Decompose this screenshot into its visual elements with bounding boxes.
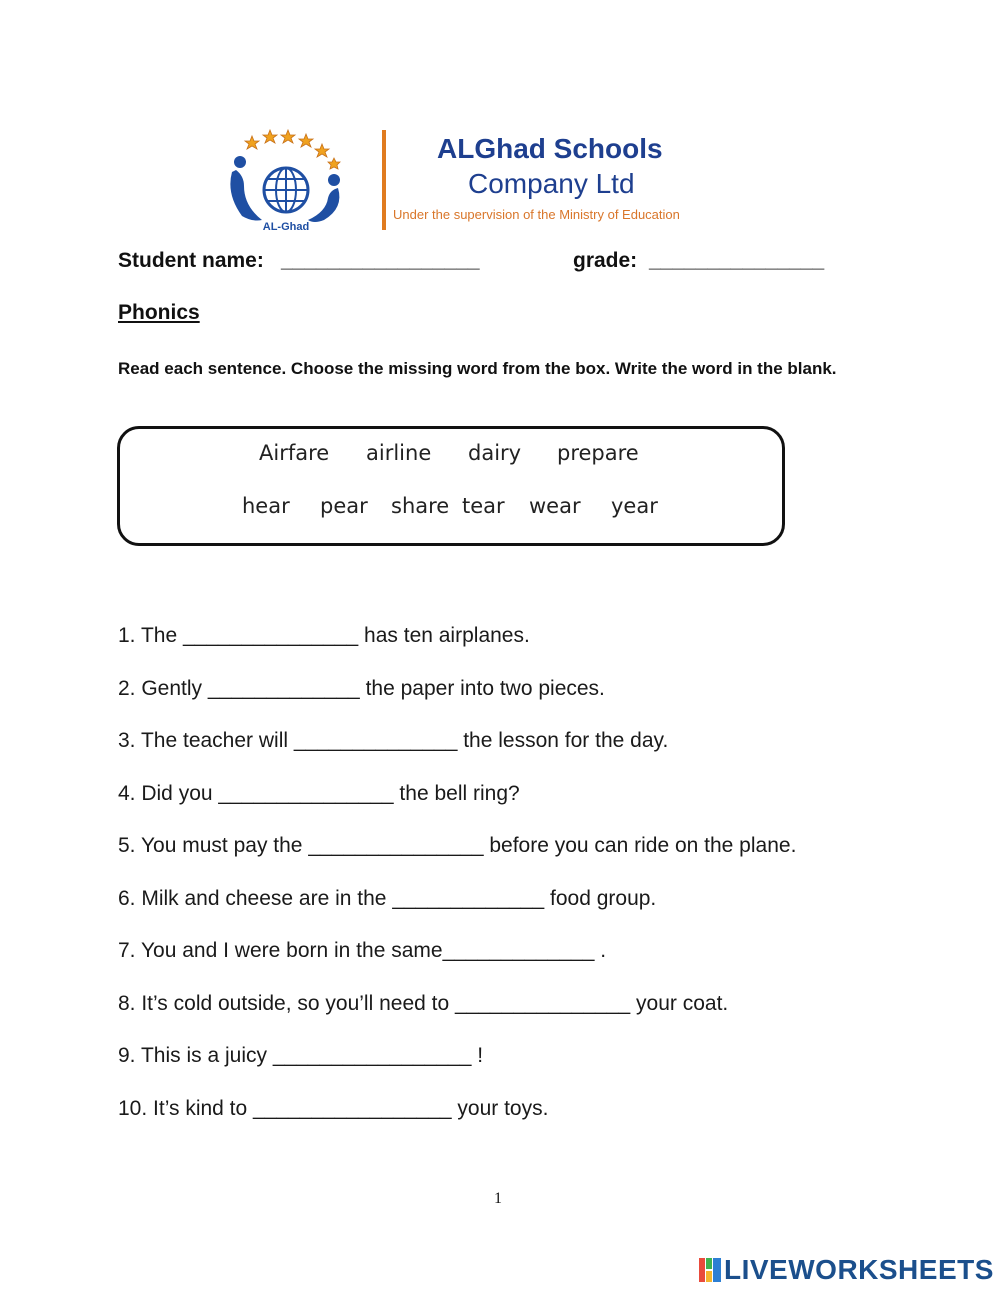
question-text: 8. It’s cold outside, so you’ll need to — [118, 992, 455, 1015]
word-bank-item: Airfare — [259, 441, 330, 465]
word-bank-item: pear — [320, 494, 368, 518]
question-text: ! — [471, 1044, 484, 1067]
answer-blank[interactable]: _____________ — [207, 677, 360, 700]
answer-blank[interactable]: _________________ — [253, 1097, 452, 1120]
question-text: . — [594, 939, 607, 962]
supervision-note: Under the supervision of the Ministry of Education — [393, 207, 680, 222]
answer-blank[interactable]: _______________ — [308, 834, 484, 857]
liveworksheets-badge-icon[interactable] — [699, 1258, 721, 1282]
section-title: Phonics — [118, 301, 200, 324]
question-text: before you can ride on the plane. — [483, 834, 797, 857]
question-text: the lesson for the day. — [457, 729, 669, 752]
student-name-field[interactable]: _________________ — [281, 249, 480, 272]
question-text: your toys. — [451, 1097, 549, 1120]
student-name-label: Student name: — [118, 249, 264, 272]
page-number: 1 — [494, 1190, 502, 1207]
answer-blank[interactable]: _____________ — [392, 887, 545, 910]
question-1 — [118, 624, 530, 648]
question-text: 1. The — [118, 624, 183, 647]
question-text: 3. The teacher will — [118, 729, 294, 752]
question-text: has ten airplanes. — [358, 624, 530, 647]
question-5 — [118, 834, 796, 858]
company-name: Company Ltd — [468, 168, 635, 199]
question-text: 9. This is a juicy — [118, 1044, 273, 1067]
question-8 — [118, 992, 728, 1016]
word-bank-row — [0, 494, 1000, 524]
liveworksheets-logo[interactable]: LIVEWORKSHEETS — [724, 1254, 994, 1285]
header-divider — [382, 130, 386, 230]
question-text: your coat. — [630, 992, 729, 1015]
answer-blank[interactable]: _________________ — [272, 1044, 472, 1067]
question-10 — [118, 1097, 548, 1121]
alghad-logo — [222, 124, 347, 234]
question-text: 7. You and I were born in the same — [118, 939, 443, 962]
answer-blank[interactable]: _______________ — [454, 992, 631, 1015]
question-4 — [118, 782, 520, 806]
question-9 — [118, 1044, 483, 1068]
word-bank-item: year — [611, 494, 658, 518]
instructions: Read each sentence. Choose the missing word from the box. Write the word in the blank. — [118, 359, 837, 378]
word-bank-item: wear — [529, 494, 581, 518]
answer-blank[interactable]: _____________ — [442, 939, 595, 962]
question-text: 6. Milk and cheese are in the — [118, 887, 393, 910]
answer-blank[interactable]: ______________ — [293, 729, 458, 752]
question-2 — [118, 677, 605, 701]
question-3 — [118, 729, 668, 753]
answer-blank[interactable]: _______________ — [218, 782, 394, 805]
question-text: the paper into two pieces. — [359, 677, 605, 700]
question-text: 2. Gently — [118, 677, 208, 700]
school-name: ALGhad Schools — [437, 133, 663, 164]
question-text: 10. It’s kind to — [118, 1097, 254, 1120]
word-bank-item: dairy — [468, 441, 522, 465]
word-bank-row — [0, 441, 1000, 471]
word-bank-item: share — [391, 494, 450, 518]
word-bank-item: airline — [366, 441, 432, 465]
word-bank-item: tear — [462, 494, 505, 518]
question-text: food group. — [544, 887, 657, 910]
word-bank-item: prepare — [557, 441, 639, 465]
grade-field[interactable]: _______________ — [649, 249, 825, 272]
question-7 — [118, 939, 606, 963]
question-text: the bell ring? — [393, 782, 520, 805]
question-text: 4. Did you — [118, 782, 219, 805]
word-bank-item: hear — [242, 494, 290, 518]
logo-caption: AL-Ghad — [262, 221, 310, 233]
answer-blank[interactable]: _______________ — [183, 624, 359, 647]
question-6 — [118, 887, 656, 911]
question-text: 5. You must pay the — [118, 834, 309, 857]
grade-label: grade: — [573, 249, 638, 272]
